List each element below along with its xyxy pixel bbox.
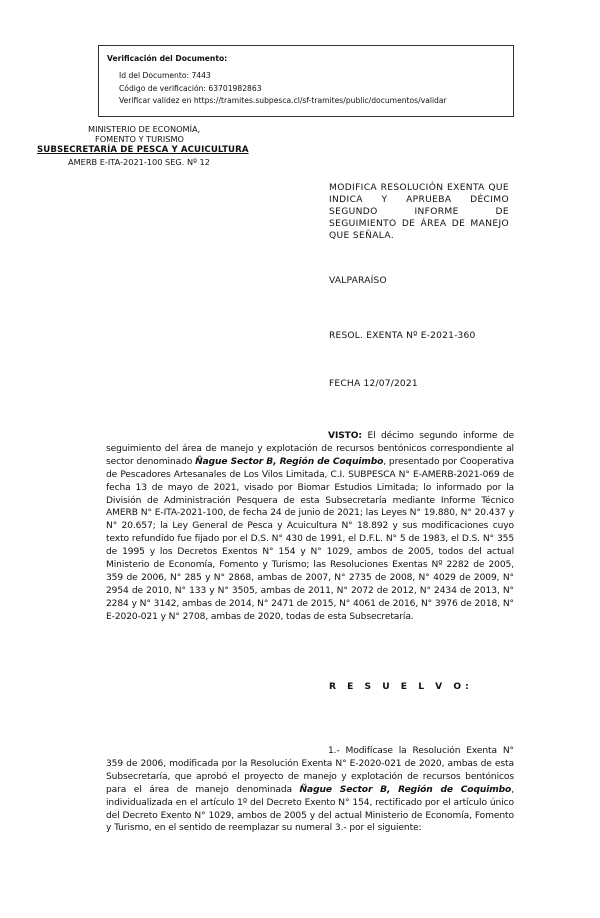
verification-document-id: • Id del Documento: 7443 — [119, 70, 513, 83]
verification-code: • Código de verificación: 63701982863 — [119, 83, 513, 96]
ministry-line-2: FOMENTO Y TURISMO — [95, 134, 184, 144]
article-1-area-name: Ñague Sector B, Región de Coquimbo — [299, 784, 512, 795]
visto-text-2: , presentado por Cooperativa de Pescadores Artesanales de Los Vilos Limitada, C.I. SUBPESCA N° E-AMERB-2021-069 de fecha 13 de mayo de 2021, visado por Biomar Estudios Limitada; lo informado por la División de Administración Pesquera de esta Subsecretaría mediante Informe Técnico AMERB N° E-ITA-2021-100, de fecha 24 de junio de 2021; las Leyes N° 19.880, N° 20.437 y N° 20.657; la Ley General de Pesca y Acuicultura N° 18.892 y sus modificaciones cuyo texto refundido fue fijado por el D.S. N° 430 de 1991, el D.F.L. N° 5 de 1983, el D.S. N° 355 de 1995 y los Decretos Exentos N° 154 y N° 1029, ambos de 2005, todos del actual Ministerio de Economía, Fomento y Turismo; las Resoluciones Exentas Nº 2282 de 2005, 359 de 2006, N° 285 y N° 2868, ambas de 2007, N° 2735 de 2008, N° 4029 de 2009, N° 2954 de 2010, N° 133 y N° 3505, ambas de 2011, N° 2072 de 2012, N° 2434 de 2013, N° 2284 y N° 3142, ambas de 2014, N° 2471 de 2015, N° 4061 de 2016, N° 3976 de 2018, N° E-2020-021 y N° 2708, ambas de 2020, todas de esta Subsecretaría. — [106, 456, 514, 622]
article-1-paragraph — [106, 745, 514, 835]
document-reference: AMERB E-ITA-2021-100 SEG. Nº 12 — [68, 157, 210, 167]
city: VALPARAÍSO — [329, 276, 387, 286]
visto-paragraph — [106, 430, 514, 624]
visto-text-1: El décimo segundo informe de seguimiento del área de manejo y explotación de recursos bentónicos correspondiente al sector denominado — [106, 431, 514, 467]
article-1-text-1: 1.- Modifícase la Resolución Exenta N° 359 de 2006, modificada por la Resolución Exenta N° E-2020-021 de 2020, ambas de esta Subsecretaría, que aprobó el proyecto de manejo y explotación de recursos bentónicos para el área de manejo denominada — [106, 746, 514, 795]
subsecretaria-heading: SUBSECRETARÍA DE PESCA Y ACUICULTURA — [37, 145, 249, 155]
resolution-date: FECHA 12/07/2021 — [329, 379, 418, 389]
resolution-subject: MODIFICA RESOLUCIÓN EXENTA QUE INDICA Y APRUEBA DÉCIMO SEGUNDO INFORME DE SEGUIMIENTO DE ÁREA DE MANEJO QUE SEÑALA. — [329, 183, 509, 241]
verification-list — [107, 70, 513, 108]
visto-label: VISTO: — [328, 431, 362, 441]
verification-title: Verificación del Documento: — [107, 54, 228, 63]
verification-url[interactable]: • Verificar validez en https://tramites.subpesca.cl/sf-tramites/public/documentos/validar — [119, 95, 513, 108]
visto-area-name: Ñague Sector B, Región de Coquimbo — [195, 456, 384, 467]
resuelvo-heading: R E S U E L V O: — [329, 682, 473, 692]
article-1-text-2: , individualizada en el artículo 1º del Decreto Exento N° 154, rectificado por el artículo único del Decreto Exento N° 1029, ambos de 2005 y del actual Ministerio de Economía, Fomento y Turismo, en el sentido de reemplazar su numeral 3.- por el siguiente: — [106, 784, 514, 834]
resolution-number: RESOL. EXENTA Nº E-2021-360 — [329, 331, 476, 341]
verification-box — [98, 45, 514, 117]
ministry-line-1: MINISTERIO DE ECONOMÍA, — [88, 124, 201, 134]
